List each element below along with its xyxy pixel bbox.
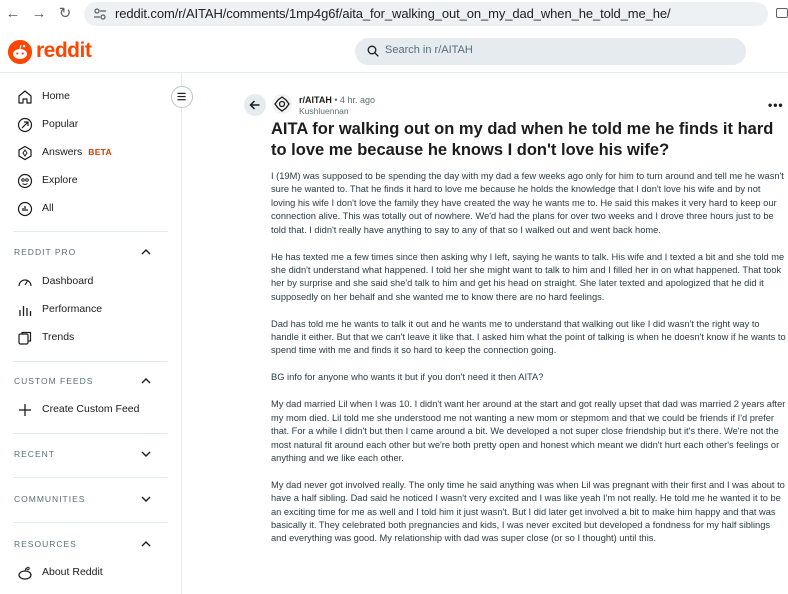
back-arrow-icon[interactable]: ←: [5, 5, 21, 22]
sidebar-divider: [13, 361, 168, 362]
sidebar-divider: [13, 522, 168, 523]
post-paragraph: My dad married Lil when I was 10. I didn't want her around at the start and got really upset that dad was married 2 years after my mom died. Lil told me she understood me not wanting a new mom or stepmom and that we could be friends if I'd prefer that. For a while I didn't but then I came around a bit. We developed a not super close friendship but it's there. We're not the most natural fit around each other but we're both pretty open and honest which meant we didn't hurt each other's feelings or anything and we like each other.: [271, 399, 786, 463]
post-paragraph: He has texted me a few times since then asking why I left, saying he wants to talk. His wife and I texted a bit and she told me she didn't understand what happened. I told her she might want to talk to him and I filled her in on what happened. That took her by surprise and she said she'd talk to him and get his head on straight. She later texted and apologized that he did it supposedly on her behalf and she wanted me to know there are no hard feelings.: [271, 251, 785, 302]
reload-icon[interactable]: ↻: [58, 5, 72, 22]
chevron-up-icon: [140, 246, 152, 258]
section-title: RESOURCES: [14, 539, 77, 549]
sidebar-item-home[interactable]: [0, 83, 181, 111]
more-options-icon[interactable]: •••: [768, 98, 784, 112]
section-communities-header[interactable]: [0, 488, 181, 512]
sidebar-item-answers[interactable]: [0, 139, 181, 167]
browser-toolbar: [0, 0, 788, 29]
post-meta: r/AITAH • 4 hr. ago: [299, 95, 376, 105]
trends-icon: [17, 330, 33, 346]
sidebar-item-label: Home: [42, 90, 71, 102]
chevron-down-icon: [140, 493, 152, 505]
post-paragraph: My dad never got involved really. The only time he said anything was when Lil was pregnant with their first and I was about to have a half sibling. Dad said he noticed I wasn't very excited and I was like yeah I'm not really. He told me he wanted it to be an exciting time for me as well and I told him it just wasn't. But I did later get involved a bit to make him happy and that was basically it. They celebrated both pregnancies and kids, I was never excited but developed a fondness for my half siblings and everything was good. My relationship with dad was super close (or so I thought) until this.: [271, 479, 785, 544]
chevron-up-icon: [140, 538, 152, 550]
sidebar-item-label: Answers: [42, 146, 83, 158]
section-title: CUSTOM FEEDS: [14, 376, 94, 386]
forward-arrow-icon[interactable]: →: [31, 5, 47, 22]
popular-icon: [17, 117, 33, 133]
post-time: 4 hr. ago: [340, 95, 376, 105]
sidebar-item-performance[interactable]: [0, 296, 181, 324]
dashboard-icon: [17, 274, 33, 290]
about-reddit-icon: [17, 565, 33, 581]
cast-icon[interactable]: [776, 8, 788, 18]
chevron-down-icon: [140, 448, 152, 460]
post-body: [271, 170, 786, 559]
sidebar-divider: [13, 433, 168, 434]
sidebar-item-dashboard[interactable]: [0, 268, 181, 296]
sidebar-item-all[interactable]: [0, 195, 181, 223]
search-input[interactable]: [355, 38, 746, 65]
all-icon: [17, 201, 33, 217]
create-custom-feed-button[interactable]: [0, 396, 181, 424]
post-paragraph: Dad has told me he wants to talk it out and he wants me to understand that walking out like I did wasn't the right way to handle it either. But that we can't leave it like that. I asked him what the point of talking is when he doesn't know if he wants to spend time with me and finds it so hard to keep the connection going.: [271, 318, 786, 356]
reddit-header: [0, 29, 788, 73]
reddit-logo-icon[interactable]: [8, 40, 32, 64]
beta-badge: BETA: [88, 147, 112, 157]
sidebar-item-label: Popular: [42, 118, 79, 130]
subreddit-link[interactable]: r/AITAH: [299, 95, 332, 105]
sidebar-item-label: Trends: [42, 331, 75, 343]
home-icon: [17, 89, 33, 105]
explore-icon: [17, 173, 33, 189]
url-text[interactable]: reddit.com/r/AITAH/comments/1mp4g6f/aita_for_walking_out_on_my_dad_when_he_told_me_he/: [115, 6, 671, 21]
plus-icon: [17, 402, 33, 418]
section-title: RECENT: [14, 449, 55, 459]
left-sidebar: [0, 73, 182, 594]
site-settings-icon[interactable]: [93, 7, 107, 21]
sidebar-item-trends[interactable]: [0, 324, 181, 352]
section-title: REDDIT PRO: [14, 247, 77, 257]
arrow-left-icon: [244, 94, 266, 116]
sidebar-item-label: Dashboard: [42, 275, 94, 287]
sidebar-item-popular[interactable]: [0, 111, 181, 139]
search-placeholder: Search in r/AITAH: [385, 44, 473, 56]
chevron-up-icon: [140, 375, 152, 387]
answers-icon: [17, 145, 33, 161]
collapse-sidebar-button[interactable]: [171, 86, 193, 108]
sidebar-item-label: All: [42, 202, 54, 214]
create-custom-feed-label: Create Custom Feed: [42, 403, 140, 415]
reddit-logo-text[interactable]: reddit: [36, 39, 92, 62]
sidebar-divider: [13, 231, 168, 232]
sidebar-item-label: About Reddit: [42, 566, 103, 578]
address-bar[interactable]: [84, 2, 768, 26]
post-paragraph: I (19M) was supposed to be spending the day with my dad a few weeks ago only for him to turn around and tell me he wasn't sure he wanted to. That he finds it hard to love me because he holds the knowledge that I don't love his wife and by not loving his wife I don't love the family they have created the way he wants me to. He said this makes it very hard to keep our connection alive. This was totally out of nowhere. We'd had the plans for over two weeks and I drove three hours just to be told that. I didn't really have anything to say to any of that so I walked out and went back home.: [271, 171, 784, 235]
section-recent-header[interactable]: [0, 443, 181, 467]
section-title: COMMUNITIES: [14, 494, 86, 504]
section-resources-header[interactable]: [0, 533, 181, 557]
sidebar-divider: [13, 477, 168, 478]
section-reddit-pro-header[interactable]: [0, 241, 181, 265]
menu-icon: [172, 87, 192, 107]
post-title: AITA for walking out on my dad when he told me he finds it hard to love me because he knows I don't love his wife?: [271, 120, 774, 159]
back-button[interactable]: [244, 94, 266, 116]
sidebar-item-label: Performance: [42, 303, 103, 315]
sidebar-item-explore[interactable]: [0, 167, 181, 195]
section-custom-feeds-header[interactable]: [0, 370, 181, 394]
sidebar-item-about-reddit[interactable]: [0, 559, 181, 587]
post-paragraph: BG info for anyone who wants it but if you don't need it then AITA?: [271, 372, 544, 383]
performance-icon: [17, 302, 33, 318]
sidebar-item-label: Explore: [42, 174, 78, 186]
post-author[interactable]: Kushluennan: [299, 106, 349, 116]
search-icon: [367, 45, 379, 57]
subreddit-avatar-icon[interactable]: [272, 94, 292, 114]
